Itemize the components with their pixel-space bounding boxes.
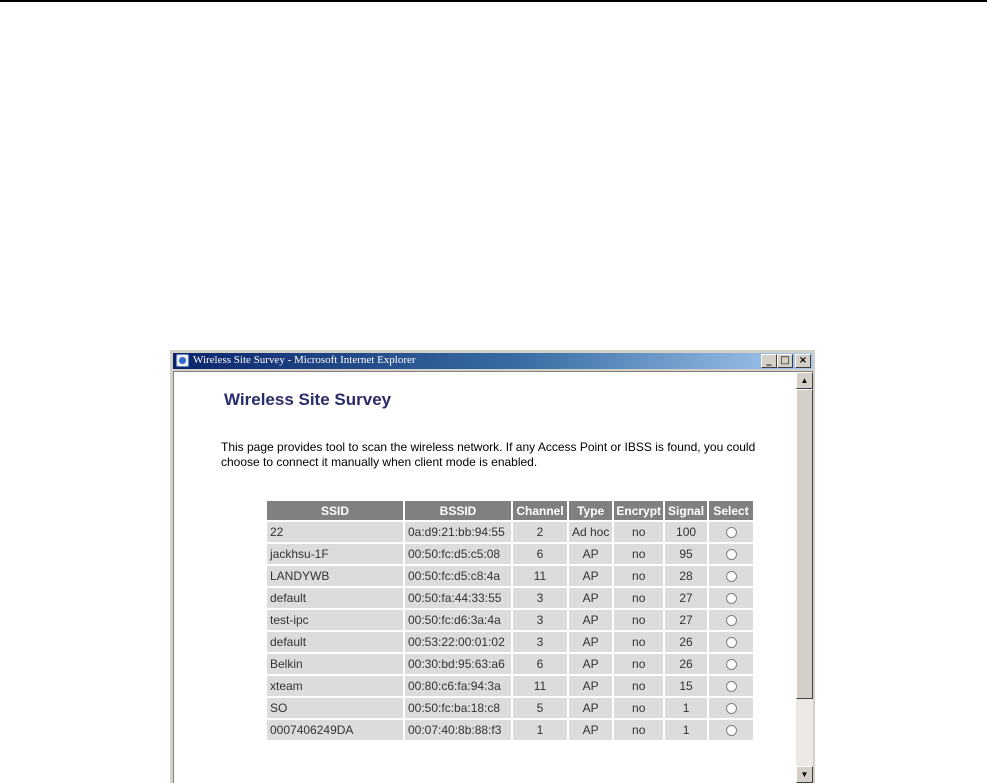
cell-channel: 3 [513,588,567,608]
table-header-row [267,501,753,520]
cell-channel: 5 [513,698,567,718]
cell-ssid: jackhsu-1F [267,544,403,564]
cell-encrypt: no [614,654,663,674]
select-radio-button[interactable] [726,615,737,626]
select-radio-button[interactable] [726,571,737,582]
column-header-signal: Signal [665,501,707,520]
cell-type: AP [569,654,612,674]
cell-select [709,522,753,542]
page-description: This page provides tool to scan the wireless network. If any Access Point or IBSS is found, you could choose to connect it manually when client mode is enabled. [221,440,756,469]
table-row [267,610,753,630]
cell-bssid: 00:50:fc:d5:c8:4a [405,566,511,586]
cell-select [709,654,753,674]
cell-bssid: 00:30:bd:95:63:a6 [405,654,511,674]
cell-encrypt: no [614,698,663,718]
cell-type: AP [569,632,612,652]
cell-bssid: 00:50:fa:44:33:55 [405,588,511,608]
cell-bssid: 00:53:22:00:01:02 [405,632,511,652]
select-radio-button[interactable] [726,549,737,560]
cell-select [709,632,753,652]
cell-bssid: 0a:d9:21:bb:94:55 [405,522,511,542]
cell-type: AP [569,544,612,564]
cell-encrypt: no [614,720,663,740]
close-button[interactable]: × [795,354,811,368]
cell-signal: 27 [665,610,707,630]
minimize-button[interactable]: _ [761,354,777,368]
select-radio-button[interactable] [726,637,737,648]
table-row [267,720,753,740]
page-content [174,372,796,783]
select-radio-button[interactable] [726,659,737,670]
table-row [267,654,753,674]
cell-encrypt: no [614,522,663,542]
cell-bssid: 00:50:fc:ba:18:c8 [405,698,511,718]
cell-select [709,566,753,586]
table-row [267,588,753,608]
select-radio-button[interactable] [726,703,737,714]
cell-signal: 100 [665,522,707,542]
cell-ssid: 22 [267,522,403,542]
internet-explorer-icon [176,354,189,367]
cell-type: AP [569,698,612,718]
cell-signal: 27 [665,588,707,608]
cell-channel: 11 [513,566,567,586]
maximize-button[interactable]: □ [777,354,793,368]
column-header-select: Select [709,501,753,520]
site-survey-table [265,499,755,742]
cell-select [709,610,753,630]
cell-signal: 1 [665,720,707,740]
cell-encrypt: no [614,544,663,564]
cell-ssid: default [267,588,403,608]
cell-select [709,720,753,740]
page-title: Wireless Site Survey [224,390,392,409]
cell-ssid: SO [267,698,403,718]
cell-ssid: default [267,632,403,652]
column-header-channel: Channel [513,501,567,520]
table-row [267,632,753,652]
cell-select [709,544,753,564]
browser-window [170,350,815,783]
cell-encrypt: no [614,610,663,630]
cell-encrypt: no [614,588,663,608]
cell-signal: 26 [665,632,707,652]
cell-signal: 28 [665,566,707,586]
cell-type: AP [569,676,612,696]
cell-encrypt: no [614,566,663,586]
window-controls [761,354,811,368]
cell-select [709,676,753,696]
cell-type: Ad hoc [569,522,612,542]
column-header-ssid: SSID [267,501,403,520]
scroll-down-button[interactable]: ▼ [796,766,813,783]
cell-ssid: test-ipc [267,610,403,630]
cell-channel: 6 [513,654,567,674]
cell-type: AP [569,588,612,608]
cell-signal: 95 [665,544,707,564]
cell-ssid: xteam [267,676,403,696]
cell-channel: 3 [513,610,567,630]
select-radio-button[interactable] [726,725,737,736]
cell-channel: 2 [513,522,567,542]
cell-encrypt: no [614,676,663,696]
cell-channel: 3 [513,632,567,652]
cell-signal: 1 [665,698,707,718]
cell-channel: 1 [513,720,567,740]
cell-bssid: 00:50:fc:d5:c5:08 [405,544,511,564]
cell-ssid: Belkin [267,654,403,674]
column-header-bssid: BSSID [405,501,511,520]
cell-encrypt: no [614,632,663,652]
cell-signal: 15 [665,676,707,696]
select-radio-button[interactable] [726,527,737,538]
top-rule [0,0,987,2]
table-body [267,522,753,740]
select-radio-button[interactable] [726,681,737,692]
table-row [267,566,753,586]
window-title: Wireless Site Survey - Microsoft Internet Explorer [193,354,416,366]
scroll-up-button[interactable]: ▲ [796,372,813,389]
column-header-type: Type [569,501,612,520]
cell-type: AP [569,610,612,630]
cell-type: AP [569,566,612,586]
cell-type: AP [569,720,612,740]
column-header-encrypt: Encrypt [614,501,663,520]
cell-select [709,698,753,718]
cell-bssid: 00:50:fc:d6:3a:4a [405,610,511,630]
cell-ssid: 0007406249DA [267,720,403,740]
scrollbar-thumb[interactable] [796,389,813,699]
browser-client-area [173,371,813,783]
cell-bssid: 00:80:c6:fa:94:3a [405,676,511,696]
cell-ssid: LANDYWB [267,566,403,586]
table-row [267,544,753,564]
vertical-scrollbar[interactable] [796,372,813,783]
cell-channel: 6 [513,544,567,564]
cell-select [709,588,753,608]
table-row [267,676,753,696]
cell-channel: 11 [513,676,567,696]
table-row [267,698,753,718]
cell-signal: 26 [665,654,707,674]
table-row [267,522,753,542]
title-bar[interactable] [173,353,813,369]
select-radio-button[interactable] [726,593,737,604]
cell-bssid: 00:07:40:8b:88:f3 [405,720,511,740]
